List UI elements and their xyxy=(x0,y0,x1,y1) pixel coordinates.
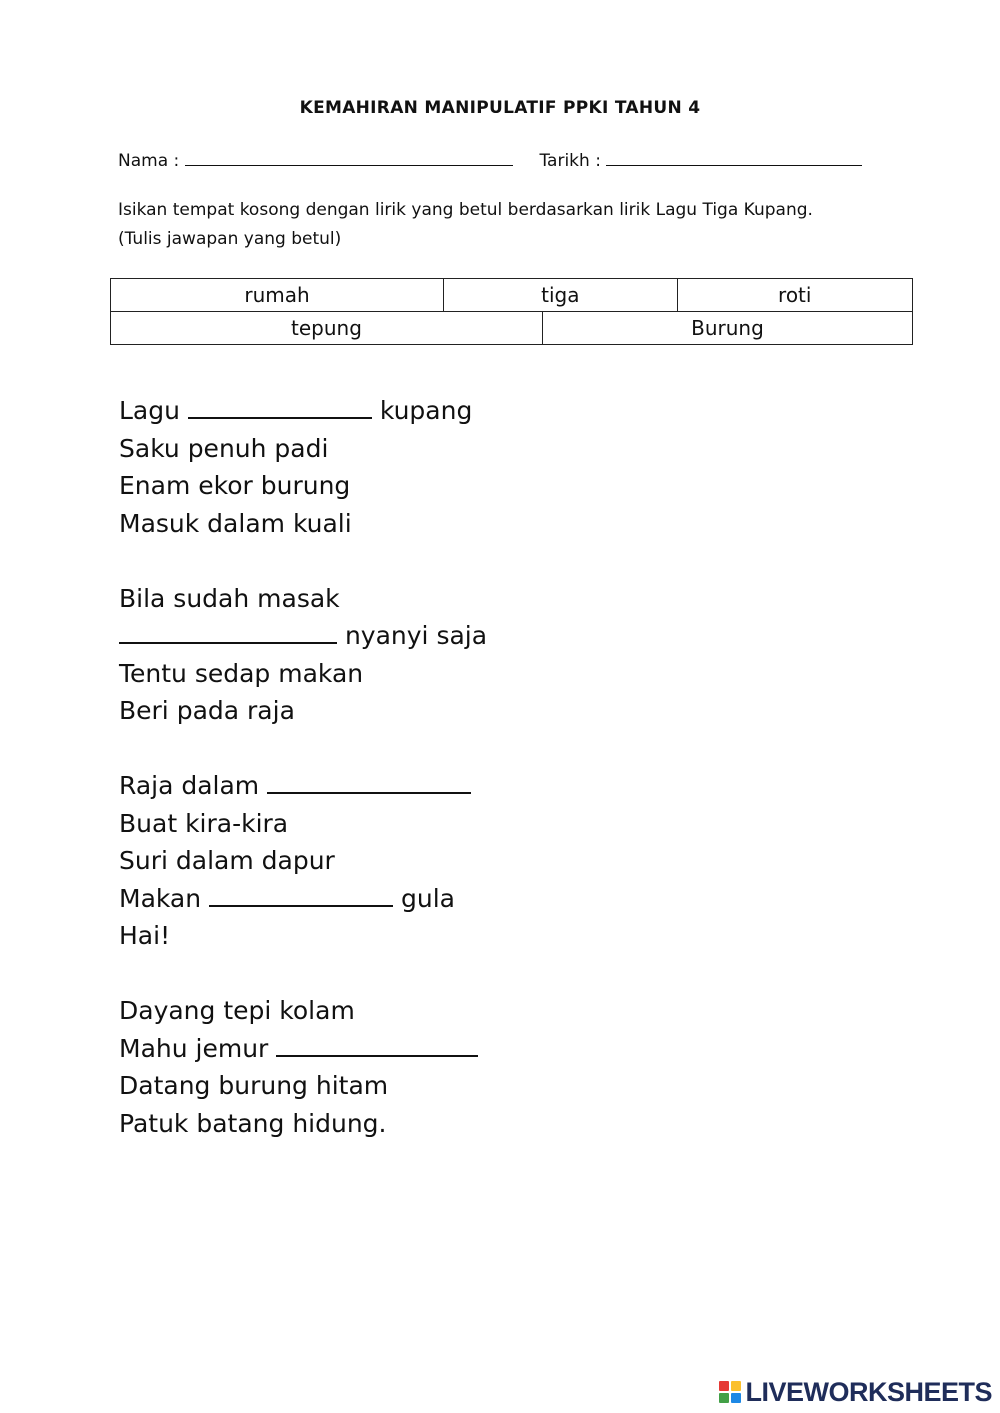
lyric-text: kupang xyxy=(379,396,473,425)
blank-input[interactable] xyxy=(188,393,372,419)
name-label: Nama : xyxy=(118,151,180,171)
lyrics xyxy=(119,392,487,1180)
brand-name: LIVEWORKSHEETS xyxy=(745,1376,992,1407)
instruction-line: Isikan tempat kosong dengan lirik yang betul berdasarkan lirik Lagu Tiga Kupang. xyxy=(118,200,813,220)
lyric-line xyxy=(119,1030,487,1068)
lyric-text: Raja dalam xyxy=(119,771,260,800)
lyric-line: Patuk batang hidung. xyxy=(119,1108,387,1138)
word-bank-row xyxy=(111,279,913,312)
blank-input[interactable] xyxy=(276,1031,478,1057)
lyric-text: Makan xyxy=(119,883,202,913)
student-info-row xyxy=(118,147,862,171)
blank-input[interactable] xyxy=(267,768,471,794)
lyric-line: Buat kira-kira xyxy=(119,808,289,838)
lyric-text: nyanyi saja xyxy=(344,621,488,650)
word-bank-cell: rumah xyxy=(111,279,444,312)
liveworksheets-logo-icon xyxy=(719,1381,741,1403)
lyric-text: gula xyxy=(401,883,455,913)
lyric-line: Saku penuh padi xyxy=(119,433,329,463)
word-bank-cell: Burung xyxy=(542,312,912,345)
blank-input[interactable] xyxy=(119,618,337,644)
instructions xyxy=(118,196,918,254)
logo-square xyxy=(719,1393,729,1403)
liveworksheets-brand xyxy=(719,1377,992,1407)
name-input-line[interactable] xyxy=(185,147,513,166)
date-input-line[interactable] xyxy=(606,147,862,166)
logo-square xyxy=(731,1381,741,1391)
lyric-text: Lagu xyxy=(119,396,180,425)
lyric-line xyxy=(119,617,487,655)
stanza-2 xyxy=(119,580,487,730)
lyric-line xyxy=(119,767,487,805)
stanza-1 xyxy=(119,392,487,542)
lyric-text: Mahu jemur xyxy=(119,1033,269,1063)
instruction-note: (Tulis jawapan yang betul) xyxy=(118,229,342,249)
lyric-line: Datang burung hitam xyxy=(119,1071,389,1100)
lyric-line: Hai! xyxy=(119,921,171,950)
lyric-line: Dayang tepi kolam xyxy=(119,996,355,1025)
word-bank-cell: roti xyxy=(677,279,913,312)
word-bank-cell: tepung xyxy=(111,312,543,345)
date-label: Tarikh : xyxy=(539,151,601,171)
lyric-line: Bila sudah masak xyxy=(119,583,340,613)
lyric-line: Enam ekor burung xyxy=(119,471,351,500)
lyric-line: Tentu sedap makan xyxy=(119,658,364,688)
word-bank-table xyxy=(110,278,913,345)
worksheet-title: KEMAHIRAN MANIPULATIF PPKI TAHUN 4 xyxy=(299,98,701,118)
lyric-line: Beri pada raja xyxy=(119,696,295,725)
word-bank-cell: tiga xyxy=(444,279,677,312)
stanza-4 xyxy=(119,992,487,1142)
stanza-3 xyxy=(119,767,487,955)
logo-square xyxy=(731,1393,741,1403)
lyric-line xyxy=(119,392,487,430)
lyric-line: Masuk dalam kuali xyxy=(119,508,352,538)
logo-square xyxy=(719,1381,729,1391)
lyric-line xyxy=(119,880,487,918)
lyric-line: Suri dalam dapur xyxy=(119,846,335,875)
blank-input[interactable] xyxy=(209,881,393,907)
word-bank-row xyxy=(111,312,913,345)
